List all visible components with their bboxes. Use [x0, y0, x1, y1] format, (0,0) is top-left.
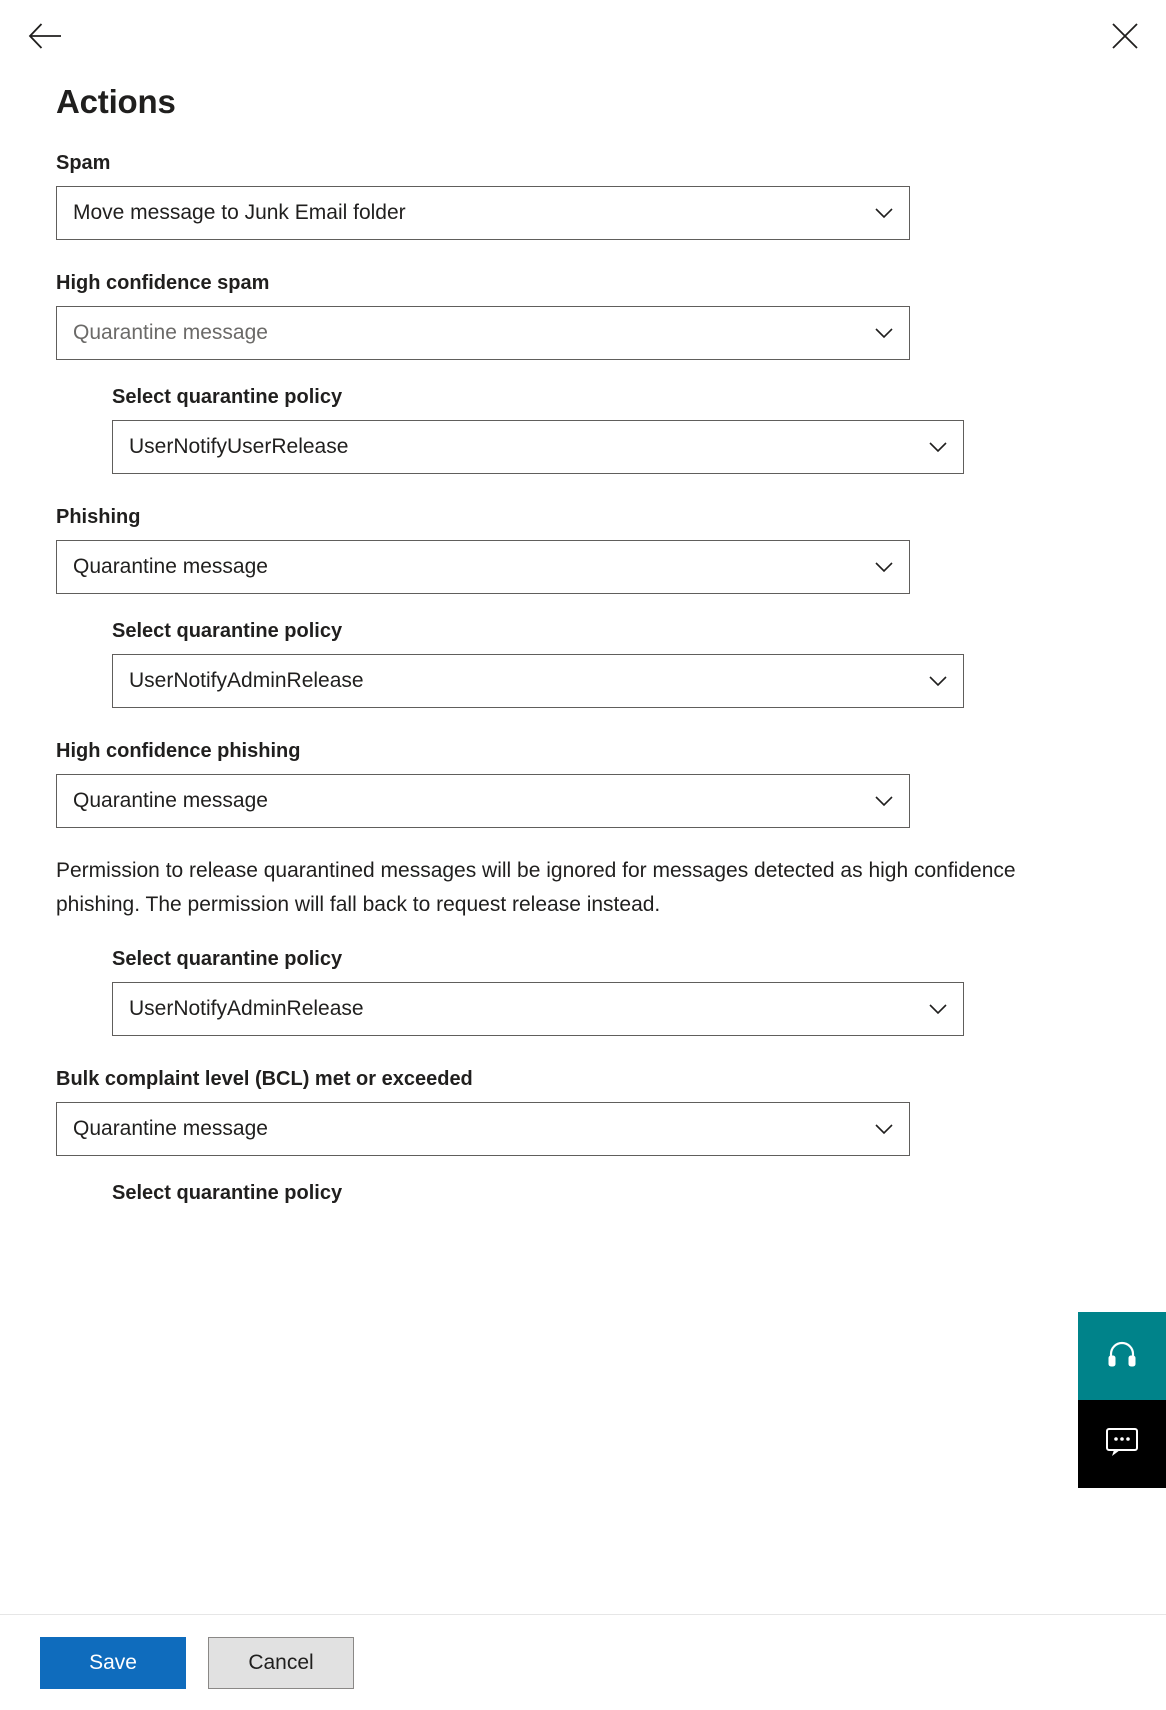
field-label-spam: Spam [56, 152, 111, 174]
high-confidence-phishing-note: Permission to release quarantined messages will be ignored for messages detected as high confidence phishing. The permission will fall back to request release instead. [56, 859, 1016, 916]
close-icon [1112, 23, 1138, 52]
quarantine-policy-phishing [112, 618, 1110, 708]
quarantine-policy-value: UserNotifyAdminRelease [129, 669, 364, 692]
back-button[interactable] [22, 14, 68, 60]
phishing-action-dropdown[interactable] [56, 540, 910, 594]
field-label-bulk-complaint-level: Bulk complaint level (BCL) met or exceeded [56, 1068, 473, 1090]
panel-header [0, 0, 1166, 74]
field-group-high-confidence-spam [56, 270, 1110, 474]
panel-footer [0, 1614, 1166, 1710]
save-button[interactable]: Save [40, 1637, 186, 1689]
spam-action-dropdown[interactable] [56, 186, 910, 240]
support-widget-button[interactable] [1078, 1312, 1166, 1400]
chevron-down-icon [873, 202, 895, 224]
high-confidence-phishing-action-value: Quarantine message [73, 789, 268, 812]
field-label-phishing: Phishing [56, 506, 141, 528]
feedback-icon [1105, 1427, 1139, 1462]
floating-widgets [1078, 1312, 1166, 1488]
chevron-down-icon [873, 1118, 895, 1140]
chevron-down-icon [927, 670, 949, 692]
quarantine-policy-label: Select quarantine policy [112, 386, 343, 408]
close-button[interactable] [1102, 14, 1148, 60]
field-group-bulk-complaint-level [56, 1066, 1110, 1206]
panel-body[interactable] [0, 74, 1166, 1614]
spam-action-value: Move message to Junk Email folder [73, 201, 406, 224]
headset-icon [1105, 1337, 1139, 1376]
quarantine-policy-value: UserNotifyUserRelease [129, 435, 349, 458]
quarantine-policy-label: Select quarantine policy [112, 948, 343, 970]
field-label-high-confidence-spam: High confidence spam [56, 272, 270, 294]
field-group-spam [56, 150, 1110, 240]
cancel-button[interactable]: Cancel [208, 1637, 354, 1689]
chevron-down-icon [927, 436, 949, 458]
chevron-down-icon [927, 998, 949, 1020]
feedback-widget-button[interactable] [1078, 1400, 1166, 1488]
quarantine-policy-label: Select quarantine policy [112, 620, 343, 642]
arrow-left-icon [28, 23, 62, 52]
quarantine-policy-dropdown-phishing[interactable] [112, 654, 964, 708]
high-confidence-spam-action-dropdown[interactable] [56, 306, 910, 360]
quarantine-policy-dropdown-high-confidence-phishing[interactable] [112, 982, 964, 1036]
quarantine-policy-bulk-complaint-level [112, 1180, 1110, 1206]
phishing-action-value: Quarantine message [73, 555, 268, 578]
quarantine-policy-label: Select quarantine policy [112, 1182, 343, 1204]
chevron-down-icon [873, 790, 895, 812]
field-group-high-confidence-phishing [56, 738, 1110, 1036]
chevron-down-icon [873, 556, 895, 578]
quarantine-policy-high-confidence-spam [112, 384, 1110, 474]
chevron-down-icon [873, 322, 895, 344]
quarantine-policy-value: UserNotifyAdminRelease [129, 997, 364, 1020]
page-title: Actions [56, 83, 176, 120]
high-confidence-spam-action-value: Quarantine message [73, 321, 268, 344]
quarantine-policy-dropdown-high-confidence-spam[interactable] [112, 420, 964, 474]
high-confidence-phishing-action-dropdown[interactable] [56, 774, 910, 828]
bulk-complaint-level-action-value: Quarantine message [73, 1117, 268, 1140]
bulk-complaint-level-action-dropdown[interactable] [56, 1102, 910, 1156]
quarantine-policy-high-confidence-phishing [112, 946, 1110, 1036]
field-group-phishing [56, 504, 1110, 708]
field-label-high-confidence-phishing: High confidence phishing [56, 740, 301, 762]
